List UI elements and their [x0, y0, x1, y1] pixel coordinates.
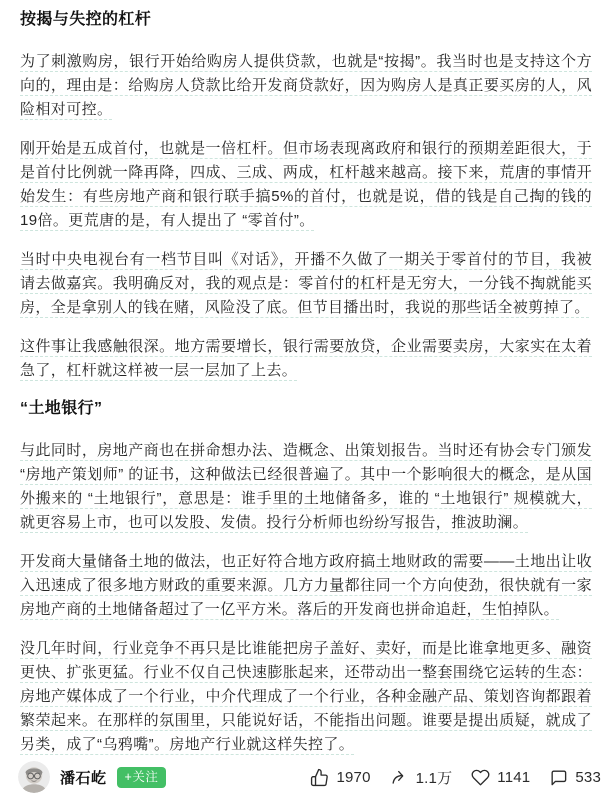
author-info[interactable] [18, 761, 166, 793]
like-stat[interactable] [310, 768, 370, 787]
share-icon [390, 768, 409, 787]
comment-icon [549, 768, 568, 787]
avatar[interactable] [18, 761, 50, 793]
like-count: 1970 [336, 768, 371, 786]
heart-stat[interactable] [471, 768, 530, 787]
paragraph-4: 这件事让我感触很深。地方需要增长，银行需要放贷，企业需要卖房，大家实在太着急了，杠杆就这样被一层一层加了上去。 [20, 338, 592, 379]
paragraph-3: 当时中央电视台有一档节目叫《对话》，开播不久做了一期关于零首付的节目，我被请去做嘉宾。我明确反对，我的观点是：零首付的杠杆是无穷大，一分钱不掏就能买房，全是拿别人的钱在赌，风险没了底。但节目播出时，我说的那些话全被剪掉了。 [20, 251, 592, 316]
engagement-stats [310, 767, 601, 788]
paragraph-2: 刚开始是五成首付，也就是一倍杠杆。但市场表现离政府和银行的预期差距很大，于是首付比例就一降再降，四成、三成、两成，杠杆越来越高。接下来，荒唐的事情开始发生：有些房地产商和银行联手搞5%的首付，也就是说，借的钱是自己掏的钱的19倍。更荒唐的是，有人提出了 “零首付”。 [20, 140, 592, 229]
author-bar [0, 759, 611, 795]
paragraph-1: 为了刺激购房，银行开始给购房人提供贷款，也就是“按揭”。我当时也是支持这个方向的，理由是：给购房人贷款比给开发商贷款好，因为购房人是真正要买房的人，风险相对可控。 [20, 53, 592, 118]
section-title-land-bank: “土地银行” [20, 400, 103, 417]
comment-count: 533 [575, 768, 601, 786]
heart-icon [471, 768, 490, 787]
paragraph-7: 没几年时间，行业竞争不再只是比谁能把房子盖好、卖好，而是比谁拿地更多、融资更快、扩张更猛。行业不仅自己快速膨胀起来，还带动出一整套围绕它运转的生态：房地产媒体成了一个行业，中介代理成了一个行业，各种金融产品、策划咨询都跟着繁荣起来。在那样的氛围里，只能说好话，不能指出问题。谁要是提出质疑，就成了另类，成了“乌鸦嘴”。房地产行业就这样失控了。 [20, 640, 592, 753]
section-title-mortgage-leverage: 按揭与失控的杠杆 [20, 11, 152, 28]
share-count: 1.1万 [415, 769, 453, 787]
follow-button[interactable]: +关注 [117, 767, 167, 788]
paragraph-6: 开发商大量储备土地的做法，也正好符合地方政府搞土地财政的需要——土地出让收入迅速成了很多地方财政的重要来源。几方力量都往同一个方向使劲，很快就有一家房地产商的土地储备超过了一亿平方米。落后的开发商也拼命追赶，生怕掉队。 [20, 553, 592, 618]
author-name[interactable]: 潘石屹 [60, 769, 107, 787]
thumbs-up-icon [310, 768, 329, 787]
paragraph-5: 与此同时，房地产商也在拼命想办法、造概念、出策划报告。当时还有协会专门颁发 “房地产策划师” 的证书，这种做法已经很普遍了。其中一个影响很大的概念，是从国外搬来的 “土地银行”，意思是：谁手里的土地储备多，谁的 “土地银行” 规模就大，就更容易上市，也可以发股、发债。投行分析师也纷纷写报告，推波助澜。 [20, 442, 592, 531]
comment-stat[interactable] [549, 768, 601, 787]
heart-count: 1141 [497, 768, 531, 786]
share-stat[interactable] [390, 767, 453, 788]
